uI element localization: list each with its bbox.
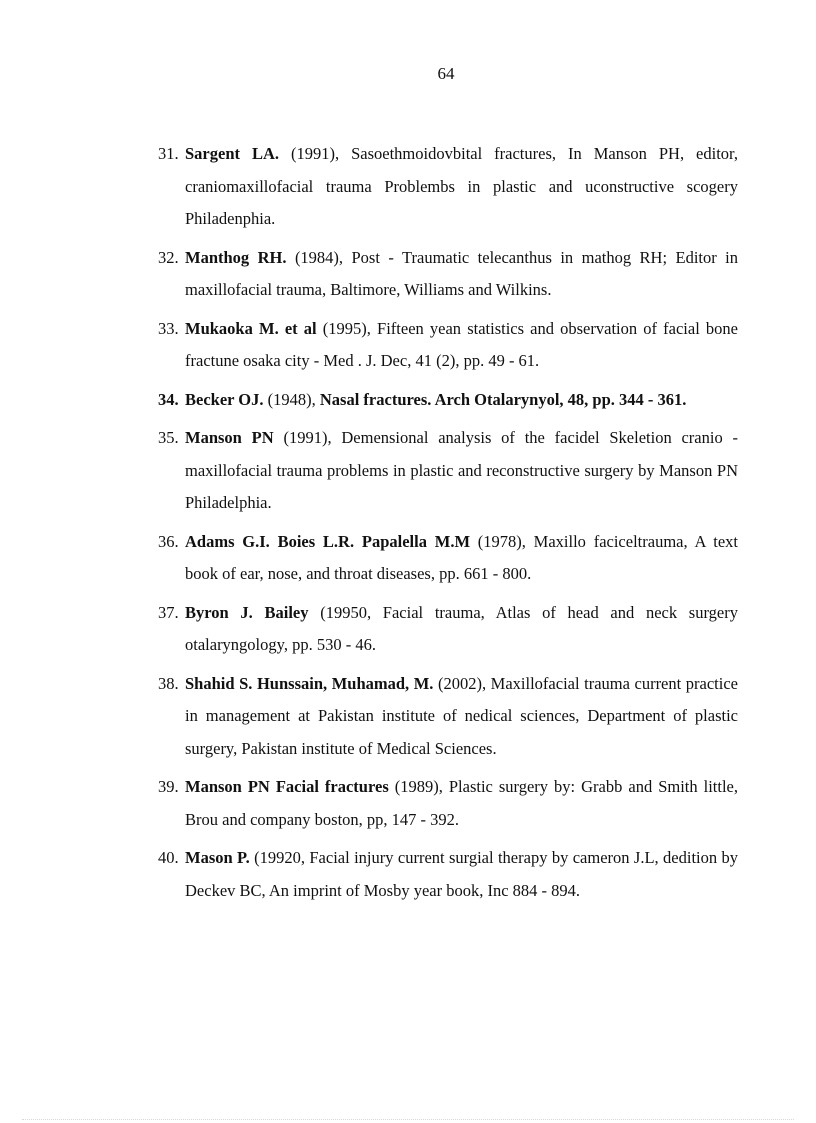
reference-emphasis: Nasal fractures. Arch Otalarynyol, 48, pp. 344 - 361. xyxy=(319,389,687,409)
reference-emphasis: Adams G.I. Boies L.R. Papalella M.M xyxy=(185,531,471,551)
reference-emphasis: Byron J. Bailey xyxy=(185,602,309,622)
reference-number: 39. xyxy=(158,777,179,796)
reference-number: 38. xyxy=(158,673,179,693)
reference-number: 32. xyxy=(158,247,179,267)
reference-text: (1989), Plastic surgery by: Grabb and Smith little, Brou and company boston, pp, 147 - 392. xyxy=(185,777,738,829)
reference-emphasis: Manthog RH. xyxy=(185,247,287,267)
reference-text: (19920, Facial injury current surgial therapy by cameron J.L, dedition by Deckev BC, An imprint of Mosby year book, Inc 884 - 894. xyxy=(185,848,738,900)
reference-item xyxy=(158,526,738,591)
page-number: 64 xyxy=(437,64,455,83)
reference-item xyxy=(158,384,738,417)
reference-emphasis: Mukaoka M. et al xyxy=(185,318,317,338)
reference-number: 37. xyxy=(158,602,179,622)
reference-emphasis: Shahid S. Hunssain, Muhamad, M. xyxy=(185,673,434,693)
page-bottom-divider xyxy=(22,1119,794,1120)
reference-emphasis: Manson PN Facial fractures xyxy=(185,777,389,796)
reference-text: (1991), Demensional analysis of the facidel Skeletion cranio - maxillofacial trauma problems in plastic and reconstructive surgery by Manson PN Philadelphia. xyxy=(185,428,739,512)
reference-text: (19950, Facial trauma, Atlas of head and neck surgery otalaryngology, pp. 530 - 46. xyxy=(185,602,738,654)
reference-text: (1948), xyxy=(263,389,320,409)
reference-emphasis: Mason P. xyxy=(185,848,250,867)
reference-item xyxy=(158,422,738,520)
reference-text: (1978), Maxillo faciceltrauma, A text book of ear, nose, and throat diseases, pp. 661 - 800. xyxy=(185,531,738,583)
reference-emphasis: Manson PN xyxy=(185,428,274,447)
reference-list xyxy=(158,138,738,913)
reference-item xyxy=(158,771,738,836)
reference-text: (1984), Post - Traumatic telecanthus in mathog RH; Editor in maxillofacial trauma, Baltimore, Williams and Wilkins. xyxy=(185,247,739,299)
reference-item xyxy=(158,668,738,766)
reference-text: (1991), Sasoethmoidovbital fractures, In Manson PH, editor, craniomaxillofacial trauma Problembs in plastic and uconstructive scogery Philadenphia. xyxy=(185,144,738,228)
reference-emphasis: Sargent LA. xyxy=(185,144,280,163)
reference-number: 40. xyxy=(158,848,179,867)
reference-number: 31. xyxy=(158,144,179,163)
reference-item xyxy=(158,597,738,662)
reference-number: 34. xyxy=(158,389,179,409)
reference-item xyxy=(158,138,738,236)
reference-number: 33. xyxy=(158,318,179,338)
reference-item xyxy=(158,842,738,907)
reference-number: 35. xyxy=(158,428,179,447)
reference-text: (2002), Maxillofacial trauma current practice in management at Pakistan institute of nedical sciences, Department of plastic surgery, Pakistan institute of Medical Sciences. xyxy=(185,673,738,758)
reference-text: (1995), Fifteen yean statistics and observation of facial bone fractune osaka city - Med . J. Dec, 41 (2), pp. 49 - 61. xyxy=(185,318,738,370)
reference-number: 36. xyxy=(158,531,179,551)
reference-emphasis: Becker OJ. xyxy=(185,389,264,409)
reference-item xyxy=(158,242,738,307)
reference-item xyxy=(158,313,738,378)
